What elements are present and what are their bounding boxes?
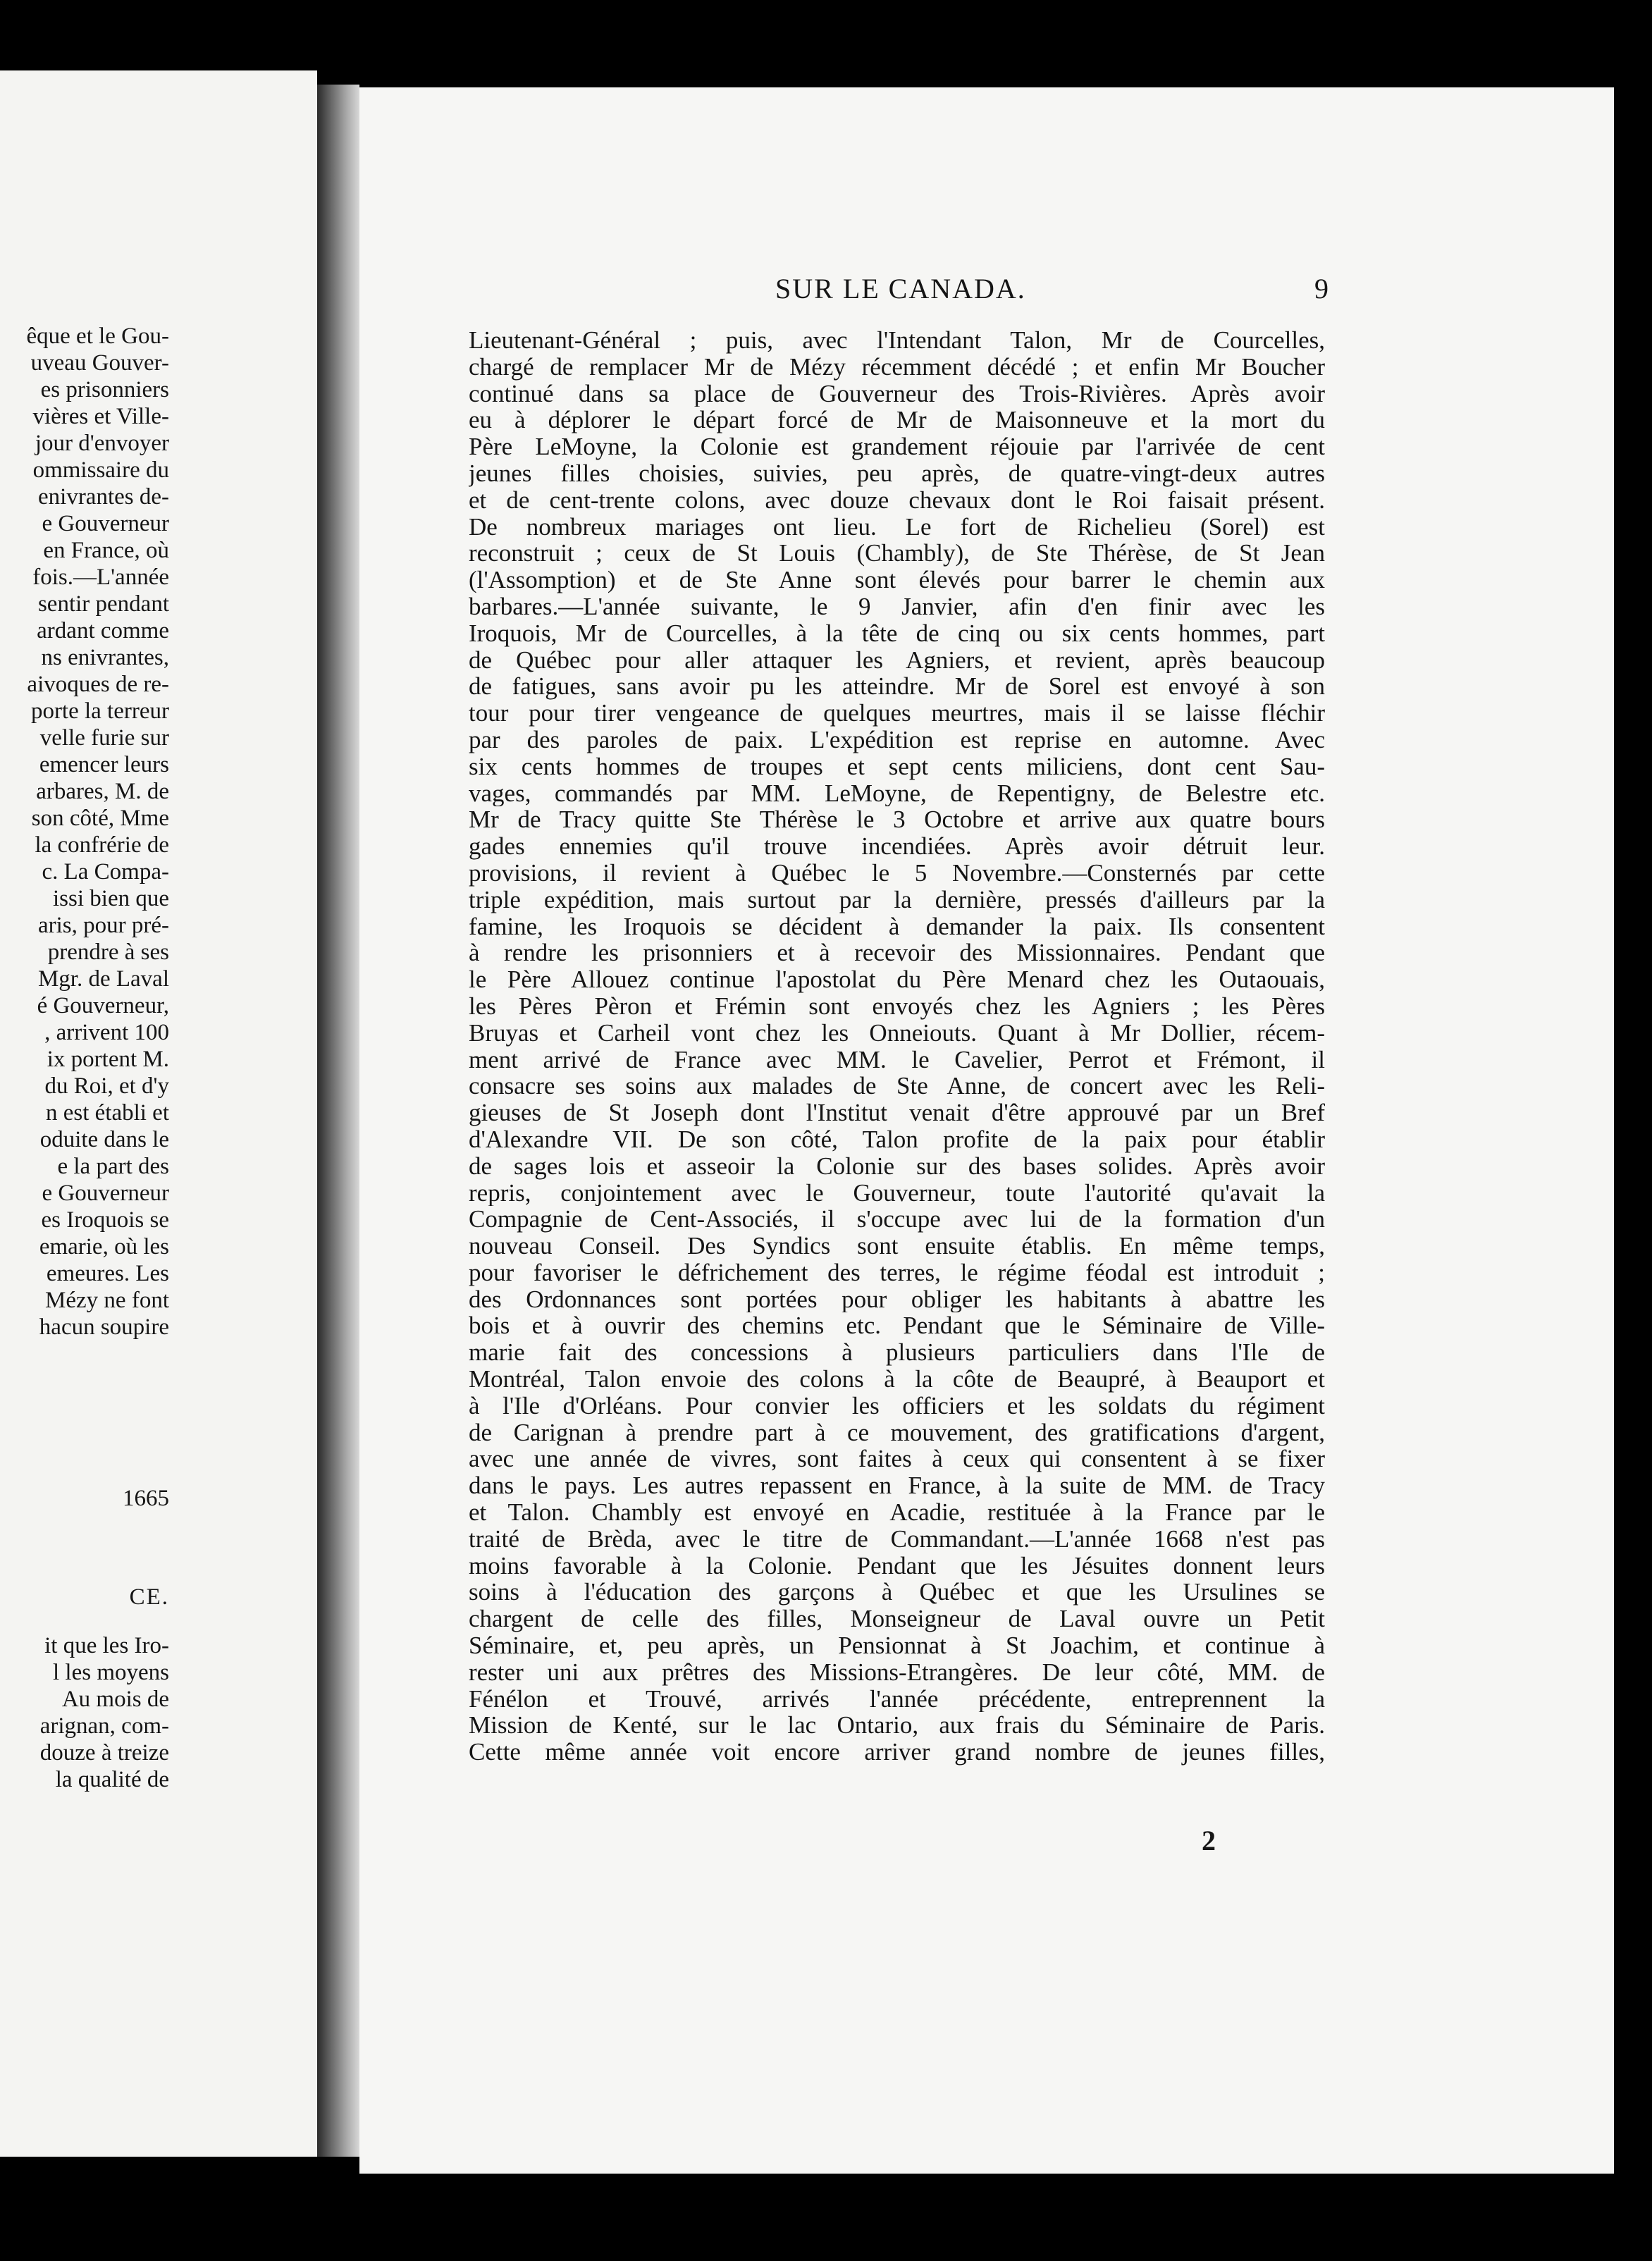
left-text-line: ardant comme <box>37 618 169 643</box>
body-text-line: Fénélon et Trouvé, arrivés l'année précédente, entreprennent la <box>469 1685 1325 1713</box>
body-text-line: repris, conjointement avec le Gouverneur, toute l'autorité qu'avait la <box>469 1179 1325 1207</box>
left-text-line: porte la terreur <box>30 698 169 724</box>
body-text <box>469 327 1325 1766</box>
left-text-line: emencer leurs <box>39 752 169 777</box>
body-text-line: vages, commandés par MM. LeMoyne, de Repentigny, de Belestre etc. <box>469 780 1325 807</box>
left-text-line: l les moyens <box>53 1660 169 1685</box>
left-text-line: fois.—L'année <box>32 565 169 590</box>
left-text-line: Au mois de <box>61 1687 169 1712</box>
body-text-line: tour pour tirer vengeance de quelques meurtres, mais il se laisse fléchir <box>469 700 1325 727</box>
left-text-line: emeures. Les <box>46 1261 169 1286</box>
left-text-line: oduite dans le <box>39 1127 169 1152</box>
body-text-line: le Père Allouez continue l'apostolat du Père Menard chez les Outaouais, <box>469 966 1325 993</box>
body-text-line: de Québec pour aller attaquer les Agniers, et revient, après beaucoup <box>469 646 1325 674</box>
left-text-line: du Roi, et d'y <box>44 1073 169 1099</box>
body-text-line: Iroquois, Mr de Courcelles, à la tête de cinq ou six cents hommes, part <box>469 620 1325 647</box>
body-text-line: consacre ses soins aux malades de Ste Anne, de concert avec les Reli- <box>469 1073 1325 1100</box>
body-text-line: eu à déplorer le départ forcé de Mr de Maisonneuve et la mort du <box>469 407 1325 434</box>
left-text-line: e Gouverneur <box>42 1181 169 1206</box>
body-text-line: nouveau Conseil. Des Syndics sont ensuite établis. En même temps, <box>469 1233 1325 1259</box>
left-page-text-top <box>0 323 317 1341</box>
body-text-line: (l'Assomption) et de Ste Anne sont élevés pour barrer le chemin aux <box>469 567 1325 593</box>
body-text-line: marie fait des concessions à plusieurs particuliers dans l'Ile de <box>469 1339 1325 1367</box>
body-text-line: dans le pays. Les autres repassent en France, à la suite de MM. de Tracy <box>469 1472 1325 1500</box>
left-text-line: n est établi et <box>45 1100 169 1126</box>
left-text-line: uveau Gouver- <box>30 350 169 376</box>
left-text-line: é Gouverneur, <box>37 993 169 1018</box>
left-text-line: son côté, Mme <box>31 806 169 831</box>
body-text-line: Montréal, Talon envoie des colons à la côte de Beaupré, à Beauport et <box>469 1366 1325 1393</box>
body-text-line: Bruyas et Carheil vont chez les Onneiouts. Quant à Mr Dollier, récem- <box>469 1019 1325 1047</box>
body-text-line: à l'Ile d'Orléans. Pour convier les officiers et les soldats du régiment <box>469 1392 1325 1419</box>
left-text-line: c. La Compa- <box>42 859 169 885</box>
signature-mark: 2 <box>1202 1825 1216 1856</box>
left-text-line: arbares, M. de <box>36 779 169 804</box>
body-text-line: Père LeMoyne, la Colonie est grandement réjouie par l'arrivée de cent <box>469 433 1325 460</box>
right-page <box>359 87 1614 2174</box>
left-text-line: emarie, où les <box>39 1234 169 1259</box>
body-text-line: les Pères Pèron et Frémin sont envoyés chez les Agniers ; les Pères <box>469 992 1325 1020</box>
left-text-line: hacun soupire <box>39 1314 169 1340</box>
body-text-line: avec une année de vivres, sont faites à ceux qui consentent à se fixer <box>469 1446 1325 1473</box>
body-text-line: continué dans sa place de Gouverneur des Trois-Rivières. Après avoir <box>469 380 1325 407</box>
left-text-line: prendre à ses <box>47 939 169 965</box>
body-text-line: d'Alexandre VII. De son côté, Talon profite de la paix pour établir <box>469 1126 1325 1153</box>
body-text-line: jeunes filles choisies, suivies, peu après, de quatre-vingt-deux autres <box>469 460 1325 487</box>
left-text-line: e Gouverneur <box>42 511 169 536</box>
book-gutter-shadow <box>317 85 359 2157</box>
left-page-heading: CE. <box>129 1584 169 1610</box>
body-text-line: et Talon. Chambly est envoyé en Acadie, restituée à la France par le <box>469 1499 1325 1526</box>
body-text-line: soins à l'éducation des garçons à Québec et que les Ursulines se <box>469 1579 1325 1606</box>
body-text-line: bois et à ouvrir des chemins etc. Pendant que le Séminaire de Ville- <box>469 1312 1325 1340</box>
left-text-line: e la part des <box>57 1154 169 1179</box>
left-text-line: it que les Iro- <box>44 1633 169 1658</box>
page-number: 9 <box>1314 273 1329 304</box>
body-text-line: chargé de remplacer Mr de Mézy récemment décédé ; et enfin Mr Boucher <box>469 353 1325 381</box>
left-text-line: enivrantes de- <box>38 484 169 510</box>
left-text-line: vières et Ville- <box>32 404 169 429</box>
body-text-line: de fatigues, sans avoir pu les atteindre. Mr de Sorel est envoyé à son <box>469 673 1325 701</box>
body-text-line: triple expédition, mais surtout par la dernière, pressés d'ailleurs par la <box>469 886 1325 913</box>
left-text-line: ix portent M. <box>47 1047 169 1072</box>
left-page-text-bottom <box>0 1632 317 1793</box>
body-text-line: de sages lois et asseoir la Colonie sur des bases solides. Après avoir <box>469 1152 1325 1180</box>
left-text-line: en France, où <box>43 538 169 563</box>
left-page-fragment <box>0 70 317 2157</box>
left-text-line: es Iroquois se <box>41 1207 169 1233</box>
body-text-line: de Carignan à prendre part à ce mouvement, des gratifications d'argent, <box>469 1419 1325 1446</box>
body-text-line: pour favoriser le défrichement des terres, le régime féodal est introduit ; <box>469 1259 1325 1286</box>
body-text-line: barbares.—L'année suivante, le 9 Janvier, afin d'en finir avec les <box>469 593 1325 620</box>
body-text-line: reconstruit ; ceux de St Louis (Chambly), de Ste Thérèse, de St Jean <box>469 540 1325 567</box>
left-text-line: aris, pour pré- <box>37 913 169 938</box>
body-text-line: chargent de celle des filles, Monseigneur de Laval ouvre un Petit <box>469 1606 1325 1633</box>
left-text-line: sentir pendant <box>37 591 169 617</box>
left-text-line: ommissaire du <box>32 457 169 483</box>
body-text-line: par des paroles de paix. L'expédition est reprise en automne. Avec <box>469 726 1325 753</box>
body-text-line: traité de Brèda, avec le titre de Commandant.—L'année 1668 n'est pas <box>469 1525 1325 1553</box>
body-text-line: famine, les Iroquois se décident à demander la paix. Ils consentent <box>469 913 1325 940</box>
body-text-line: Mr de Tracy quitte Ste Thérèse le 3 Octobre et arrive aux quatre bours <box>469 806 1325 834</box>
left-text-line: jour d'envoyer <box>35 431 169 456</box>
left-text-line: Mgr. de Laval <box>37 966 169 992</box>
left-text-line: êque et le Gou- <box>26 324 169 349</box>
body-text-line: provisions, il revient à Québec le 5 Novembre.—Consternés par cette <box>469 859 1325 887</box>
left-text-line: ns enivrantes, <box>41 645 169 670</box>
body-text-line: Compagnie de Cent-Associés, il s'occupe avec lui de la formation d'un <box>469 1206 1325 1233</box>
body-text-line: Cette même année voit encore arriver grand nombre de jeunes filles, <box>469 1739 1325 1766</box>
left-page-year-marker: 1665 <box>123 1486 169 1511</box>
left-text-line: douze à treize <box>39 1740 169 1766</box>
left-text-line: Mézy ne font <box>45 1288 169 1313</box>
running-head: SUR LE CANADA. <box>775 273 1026 304</box>
body-text-line: Mission de Kenté, sur le lac Ontario, aux frais du Séminaire de Paris. <box>469 1712 1325 1739</box>
body-text-line: six cents hommes de troupes et sept cents miliciens, dont cent Sau- <box>469 753 1325 780</box>
body-text-line: et de cent-trente colons, avec douze chevaux dont le Roi faisait présent. <box>469 486 1325 514</box>
left-text-line: aivoques de re- <box>27 672 169 697</box>
body-text-line: ment arrivé de France avec MM. le Cavelier, Perrot et Frémont, il <box>469 1046 1325 1073</box>
body-text-line: gieuses de St Joseph dont l'Institut venait d'être approuvé par un Bref <box>469 1099 1325 1126</box>
left-text-line: la confrérie de <box>35 832 169 858</box>
left-text-line: arignan, com- <box>39 1713 169 1739</box>
body-text-line: à rendre les prisonniers et à recevoir des Missionnaires. Pendant que <box>469 939 1325 967</box>
body-text-line: rester uni aux prêtres des Missions-Etrangères. De leur côté, MM. de <box>469 1658 1325 1686</box>
left-text-line: es prisonniers <box>40 377 169 402</box>
body-text-line: des Ordonnances sont portées pour obliger les habitants à abattre les <box>469 1286 1325 1313</box>
left-text-line: issi bien que <box>53 886 169 911</box>
body-text-line: De nombreux mariages ont lieu. Le fort de Richelieu (Sorel) est <box>469 513 1325 541</box>
left-text-line: la qualité de <box>55 1767 169 1792</box>
body-text-line: moins favorable à la Colonie. Pendant que les Jésuites donnent leurs <box>469 1552 1325 1579</box>
body-text-line: gades ennemies qu'il trouve incendiées. Après avoir détruit leur. <box>469 833 1325 860</box>
left-text-line: velle furie sur <box>39 725 169 751</box>
left-text-line: , arrivent 100 <box>44 1020 169 1045</box>
body-text-line: Séminaire, et, peu après, un Pensionnat à St Joachim, et continue à <box>469 1632 1325 1659</box>
body-text-line: Lieutenant-Général ; puis, avec l'Intendant Talon, Mr de Courcelles, <box>469 327 1325 354</box>
